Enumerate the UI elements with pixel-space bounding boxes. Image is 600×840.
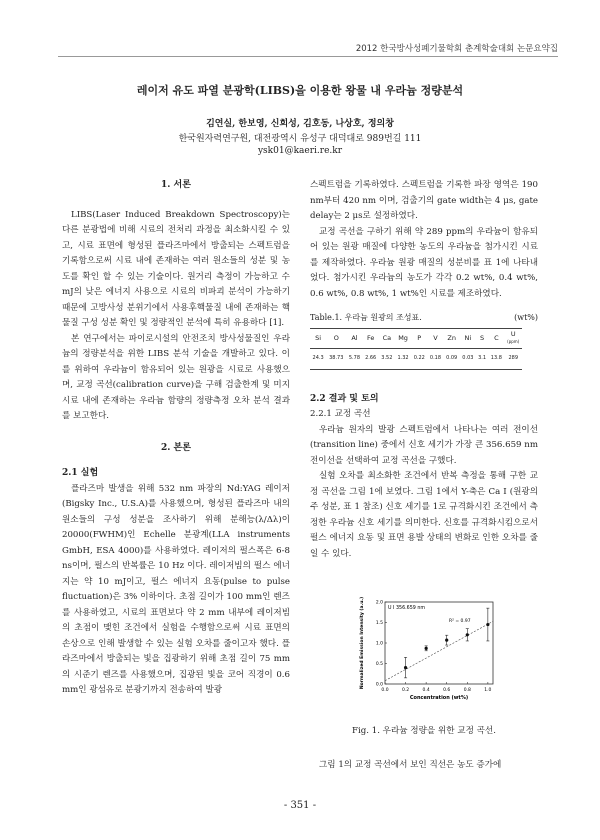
table-cell: 0.09 — [444, 349, 460, 370]
table-header: C — [488, 328, 504, 349]
section-main: 2. 본론 — [161, 442, 191, 453]
x-tick-label: 0.6 — [443, 688, 451, 693]
table-header: Ca — [379, 328, 395, 349]
subsection-experiment: 2.1 실험 — [62, 468, 99, 478]
y-axis-label: Normalized Emission Intensity (a.u.) — [360, 596, 365, 690]
y-tick-label: 0.5 — [375, 662, 383, 667]
calibration-curve-chart — [355, 596, 505, 706]
x-tick-label: 0.8 — [463, 688, 471, 693]
paragraph-spectrum: 스펙트럼을 기록하였다. 스펙트럼을 기록한 파장 영역은 190 nm부터 420 nm 이며, 검출기의 gate width는 4 μs, gate delay는 2 μs로 설정하였다. — [310, 180, 538, 221]
chart-annotation: U I 356.659 nm — [388, 606, 426, 611]
right-column — [310, 178, 538, 562]
table-header-row — [310, 328, 522, 349]
fit-line — [385, 621, 493, 680]
paragraph-intro-1: LIBS(Laser Induced Breakdown Spectroscopy)는 다른 분광법에 비해 시료의 전처리 과정을 최소화시킬 수 있고, 시료 표면에 형성된 플라즈마에서 방출되는 스펙트럼을 기록함으로써 시료 내에 존재하는 여러 원소들의 성분 및 농도를 확인 할 수 있는 기술이다. 원거리 측정이 가능하고 수 mJ의 낮은 에너지 사용으로 시료의 비파괴 분석이 가능하기 때문에 고방사성 분위기에서 사용후핵물질 내에 존재하는 핵물질 구성 성분 확인 및 정량적인 분석에 특히 유용하다 [1]. — [62, 209, 290, 328]
table-row — [310, 349, 522, 370]
data-point — [445, 639, 448, 642]
email-link[interactable]: ysk01@kaeri.re.kr — [257, 146, 343, 156]
table-header: S — [476, 328, 488, 349]
table-header: P — [411, 328, 427, 349]
table-header: Al — [346, 328, 362, 349]
paper-title: 레이저 유도 파열 분광학(LIBS)을 이용한 왕물 내 우라늄 정량분석 — [136, 84, 464, 97]
paragraph-calibration-samples: 교정 곡선을 구하기 위해 약 289 ppm의 우라늄이 함유되어 있는 원광 매질에 다양한 농도의 우라늄을 첨가시킨 시료를 제작하였다. 우라늄 원광 매질의 성분비를 표 1에 나타내었다. 첨가시킨 우라늄의 농도가 각각 0.2 wt%, 0.4 wt%, 0.6 wt%, 0.8 wt%, 1 wt%인 시료를 제조하였다. — [310, 226, 538, 299]
x-tick-label: 0.2 — [401, 688, 410, 693]
table-cell: 38.73 — [326, 349, 346, 370]
figure-caption: Fig. 1. 우라늄 정량을 위한 교정 곡선. — [352, 726, 496, 736]
paragraph-calibration-curve: 실험 오차를 최소화한 조건에서 반복 측정을 통해 구한 교정 곡선을 그림 1에 보였다. 그림 1에서 Y-축은 Ca I (원광의 주 성분, 표 1 참조) 신호 세기를 1로 규격화시킨 조건에서 측정한 우라늄 신호 세기를 의미한다. 신호를 규격화시킴으로서 펄스 에너지 요동 및 표면 용발 상태의 변화로 인한 오차를 줄일 수 있다. — [310, 471, 538, 559]
table-cell: 0.22 — [411, 349, 427, 370]
table-cell: 3.1 — [476, 349, 488, 370]
data-point — [404, 666, 407, 669]
running-header: 2012 한국방사성폐기물학회 춘계학술대회 논문요약집 — [355, 44, 558, 54]
table-header: V — [427, 328, 443, 349]
table-caption: Table.1. 우라늄 원광의 조성표. — [310, 313, 422, 322]
y-tick-label: 1.0 — [375, 641, 383, 647]
paragraph-transition-line: 우라늄 원자의 발광 스펙트럼에서 나타나는 여러 전이선(transition line) 중에서 신호 세기가 가장 큰 356.659 nm 전이선을 선택하여 교정 곡선을 구했다. — [310, 424, 538, 466]
x-tick-label: 0.0 — [381, 688, 389, 693]
table-header: O — [326, 328, 346, 349]
page-number: - 351 - — [283, 800, 317, 811]
left-column — [62, 178, 290, 699]
paragraph-intro-2: 본 연구에서는 파이로시설의 안전조치 방사성물질인 우라늄의 정량분석을 위한 LIBS 분석 기술을 개발하고 있다. 이를 위하여 우라늄이 함유되어 있는 원광을 시료로 사용했으며, 교정 곡선(calibration curve)을 구해 검출한계 및 미지시료 내에 존재하는 우라늄 함량의 정량측정 오차 분석 결과를 보고한다. — [62, 333, 290, 421]
table-cell: 0.18 — [427, 349, 443, 370]
table-header: U — [510, 330, 516, 339]
table-cell: 0.03 — [460, 349, 476, 370]
header-rule — [58, 56, 558, 57]
table-header: Fe — [363, 328, 379, 349]
x-tick-label: 0.4 — [422, 688, 430, 693]
table-cell: 13.8 — [488, 349, 504, 370]
authors: 김연실, 한보영, 신희성, 김호동, 나상호, 정의창 — [206, 119, 394, 129]
data-point — [486, 623, 489, 626]
section-introduction: 1. 서론 — [161, 180, 191, 190]
table-cell: 3.52 — [379, 349, 395, 370]
table-cell: 24.3 — [310, 349, 326, 370]
table-unit: (wt%) — [514, 313, 538, 322]
x-axis-label: Concentration (wt%) — [409, 695, 469, 701]
table-cell: 5.78 — [346, 349, 362, 370]
subsection-calibration-curve: 2.2.1 교정 곡선 — [310, 409, 371, 419]
y-tick-label: 0.0 — [375, 682, 383, 688]
table-caption-row — [310, 310, 538, 326]
data-point — [425, 647, 428, 650]
table-header: Si — [310, 328, 326, 349]
affiliation: 한국원자력연구원, 대전광역시 유성구 대덕대로 989번길 111 — [178, 134, 422, 144]
subsection-results: 2.2 결과 및 토의 — [310, 393, 379, 404]
table-header: Mg — [395, 328, 411, 349]
paragraph-fit-line: 그림 1의 교정 곡선에서 보인 직선은 농도 증가에 — [319, 760, 502, 770]
table-header-u — [504, 328, 522, 349]
table-u-unit: (ppm) — [507, 339, 520, 345]
table-cell: 2.66 — [363, 349, 379, 370]
composition-table — [310, 328, 522, 370]
fit-label: R² = 0.97 — [449, 619, 471, 624]
data-point — [466, 633, 469, 636]
x-tick-label: 1.0 — [484, 688, 492, 693]
y-tick-label: 2.0 — [375, 600, 383, 606]
table-header: Zn — [444, 328, 460, 349]
table-header: Ni — [460, 328, 476, 349]
y-tick-label: 1.5 — [375, 621, 383, 626]
table-cell: 1.32 — [395, 349, 411, 370]
paragraph-experiment: 플라즈마 발생을 위해 532 nm 파장의 Nd:YAG 레이저(Bigsky Inc., U.S.A)를 사용했으며, 형성된 플라즈마 내의 원소들의 구성 성분을 조사하기 위해 분해능(λ/Δλ)이 20000(FWHM)인 Echelle 분광계(LLA instruments GmbH, ESA 4000)를 사용하였다. 레이저의 펄스폭은 6-8 ns이며, 펄스의 반복률은 10 Hz 이다. 레이저빔의 펄스 에너지는 약 10 mJ이고, 펄스 에너지 요동(pulse to pulse fluctuation)은 3% 이하이다. 초점 길이가 100 mm인 렌즈를 사용하였고, 시료의 표면보다 약 2 mm 내부에 레이저빔의 초점이 맺힌 조건에서 실험을 수행함으로써 시료 표면의 손상으로 인해 발생할 수 있는 실험 오차를 줄이고자 했다. 플라즈마에서 방출되는 빛을 집광하기 위해 초점 길이 75 mm의 시준기 렌즈를 사용했으며, 집광된 빛을 코어 직경이 0.6 mm인 광섬유로 분광기까지 전송하여 발광 — [62, 483, 290, 695]
table-cell: 289 — [504, 349, 522, 370]
